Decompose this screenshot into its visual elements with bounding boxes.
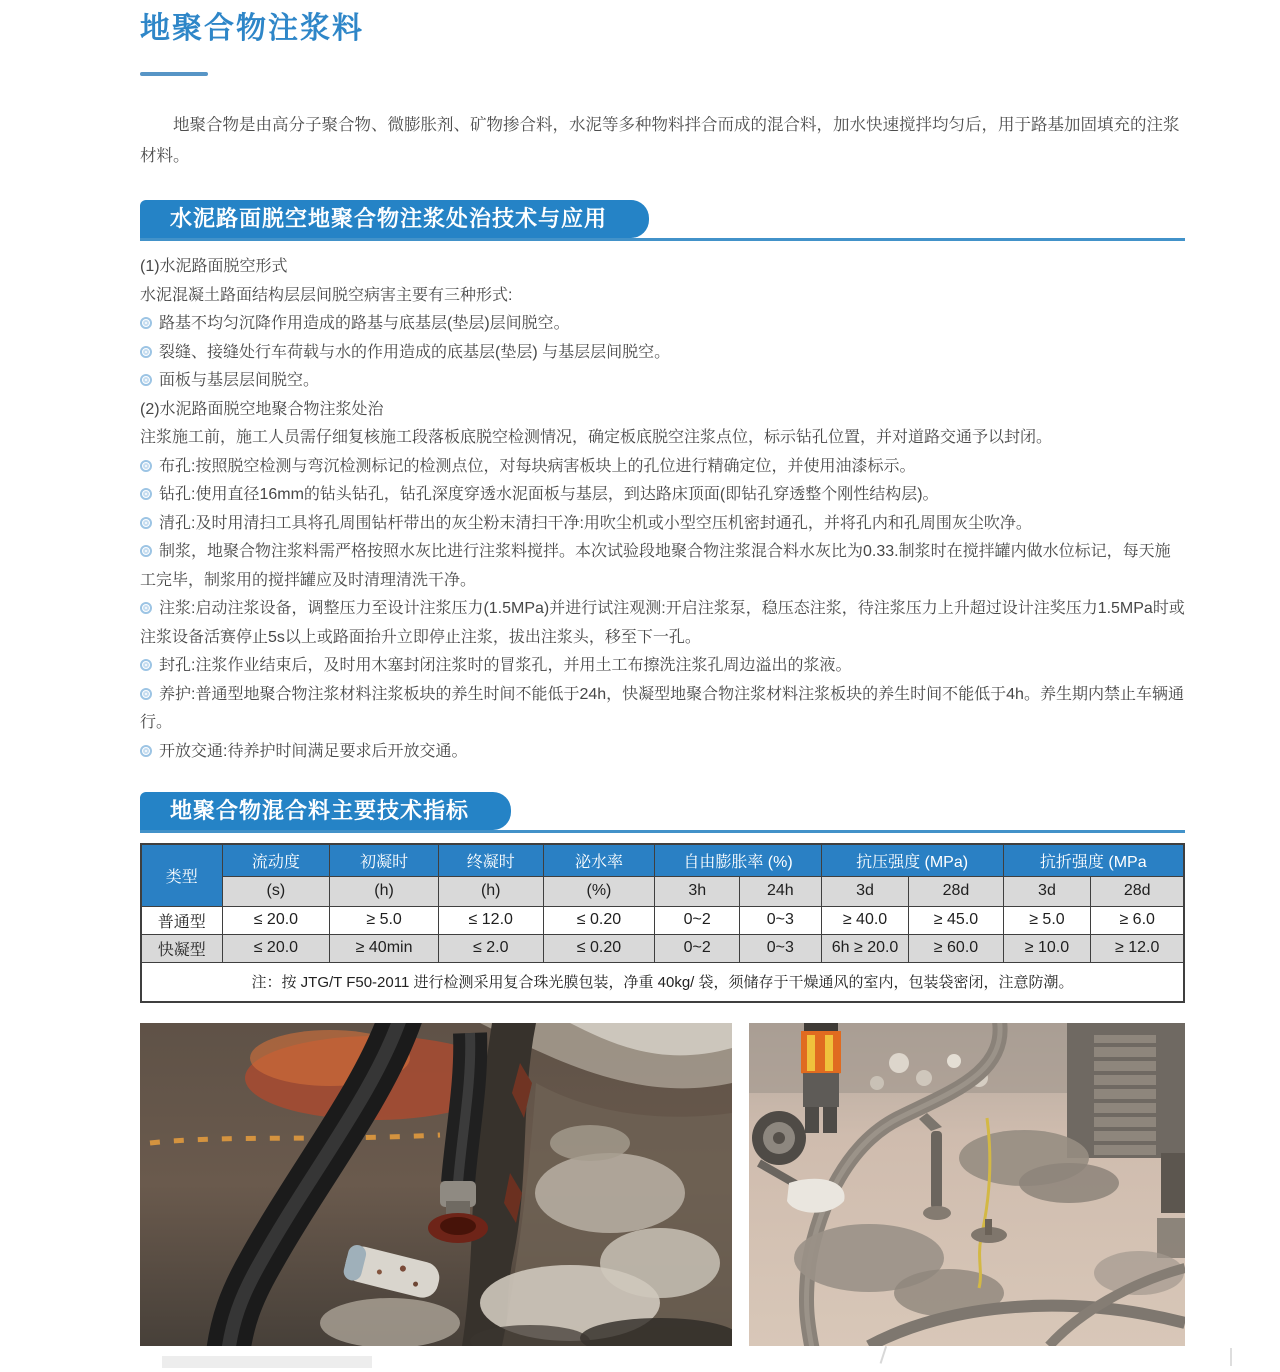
table-unit-cell: 3d (1003, 876, 1091, 906)
body-line: 布孔:按照脱空检测与弯沉检测标记的检测点位，对每块病害板块上的孔位进行精确定位，并使用油漆标示。 (140, 453, 1185, 482)
body-line: 面板与基层层间脱空。 (140, 367, 1185, 396)
table-cell: ≥ 60.0 (909, 934, 1003, 962)
section2-banner-rule (140, 792, 1185, 833)
body-line: 路基不均匀沉降作用造成的路基与底基层(垫层)层间脱空。 (140, 310, 1185, 339)
page-bottom-strip (140, 1346, 1185, 1372)
table-cell: 0~2 (655, 906, 740, 934)
bullet-ring-icon (140, 317, 152, 329)
table-cell-type: 快凝型 (141, 934, 222, 962)
table-note: 注：按 JTG/T F50-2011 进行检测采用复合珠光膜包装，净重 40kg/ 袋，须储存于干燥通风的室内，包装袋密闭，注意防潮。 (141, 962, 1184, 1002)
table-unit-cell: (h) (330, 876, 439, 906)
table-cell: ≥ 40.0 (821, 906, 909, 934)
section1-banner-rule (140, 200, 1185, 241)
table-header-cell: 抗折强度 (MPa (1003, 844, 1184, 876)
photo-grouting-hose-on-pavement (140, 1023, 732, 1346)
table-cell: ≤ 2.0 (438, 934, 543, 962)
title-underline-dash (140, 72, 208, 76)
bullet-ring-icon (140, 517, 152, 529)
table-header-cell: 自由膨胀率 (%) (655, 844, 821, 876)
bullet-ring-icon (140, 545, 152, 557)
photo-grouting-worksite (749, 1023, 1185, 1346)
section2-banner: 地聚合物混合料主要技术指标 (140, 792, 511, 830)
table-header-cell: 终凝时 (438, 844, 543, 876)
table-cell: ≤ 0.20 (543, 906, 655, 934)
body-line: 制浆，地聚合物注浆料需严格按照水灰比进行注浆料搅拌。本次试验段地聚合物注浆混合料水灰比为0.33.制浆时在搅拌罐内做水位标记，每天施工完毕，制浆用的搅拌罐应及时清理清洗干净。 (140, 543, 1171, 589)
bullet-ring-icon (140, 602, 152, 614)
table-cell: 0~3 (740, 906, 822, 934)
table-cell: ≥ 6.0 (1091, 906, 1184, 934)
photo-gallery (140, 1023, 1185, 1346)
table-row (141, 934, 1184, 962)
section1-banner: 水泥路面脱空地聚合物注浆处治技术与应用 (140, 200, 649, 238)
body-line: 清孔:及时用清扫工具将孔周围钻杆带出的灰尘粉末清扫干净:用吹尘机或小型空压机密封通孔，并将孔内和孔周围灰尘吹净。 (140, 510, 1185, 539)
bullet-ring-icon (140, 488, 152, 500)
table-header-cell: 初凝时 (330, 844, 439, 876)
table-cell: ≥ 40min (330, 934, 439, 962)
bullet-ring-icon (140, 659, 152, 671)
scan-artifact (1230, 1348, 1232, 1366)
table-unit-cell: (%) (543, 876, 655, 906)
table-cell: ≥ 5.0 (1003, 906, 1091, 934)
table-unit-cell: 3d (821, 876, 909, 906)
body-line: 开放交通:待养护时间满足要求后开放交通。 (140, 738, 1185, 767)
photo-right-illustration (749, 1023, 1185, 1346)
table-unit-cell: 28d (1091, 876, 1184, 906)
table-cell: 6h ≥ 20.0 (821, 934, 909, 962)
body-line: 封孔:注浆作业结束后，及时用木塞封闭注浆时的冒浆孔，并用土工布擦洗注浆孔周边溢出的浆液。 (140, 652, 1185, 681)
scan-artifact (162, 1356, 372, 1368)
table-cell: ≤ 20.0 (222, 934, 330, 962)
body-line: (1)水泥路面脱空形式 (140, 258, 288, 275)
table-unit-cell: (h) (438, 876, 543, 906)
table-header-cell: 泌水率 (543, 844, 655, 876)
bullet-ring-icon (140, 460, 152, 472)
bullet-ring-icon (140, 374, 152, 386)
intro-paragraph: 地聚合物是由高分子聚合物、微膨胀剂、矿物掺合料，水泥等多种物料拌合而成的混合料，加水快速搅拌均匀后，用于路基加固填充的注浆材料。 (140, 116, 1180, 165)
body-line: 裂缝、接缝处行车荷载与水的作用造成的底基层(垫层) 与基层层间脱空。 (140, 339, 1185, 368)
scan-artifact (880, 1346, 901, 1368)
table-cell: 0~2 (655, 934, 740, 962)
table-unit-cell: 3h (655, 876, 740, 906)
spec-table (140, 843, 1185, 1003)
table-cell: ≥ 5.0 (330, 906, 439, 934)
table-header-cell: 抗压强度 (MPa) (821, 844, 1003, 876)
body-line: 注浆:启动注浆设备，调整压力至设计注浆压力(1.5MPa)并进行试注观测:开启注浆泵，稳压态注浆，待注浆压力上升超过设计注奖压力1.5MPa时或注浆设备活赛停止5s以上或路面抬升立即停止注浆，拔出注浆头，移至下一孔。 (140, 600, 1185, 646)
table-cell: ≤ 20.0 (222, 906, 330, 934)
table-header-type: 类型 (141, 844, 222, 906)
table-unit-cell: (s) (222, 876, 330, 906)
body-line: 水泥混凝土路面结构层层间脱空病害主要有三种形式: (140, 286, 513, 304)
body-line: 养护:普通型地聚合物注浆材料注浆板块的养生时间不能低于24h，快凝型地聚合物注浆材料注浆板块的养生时间不能低于4h。养生期内禁止车辆通行。 (140, 685, 1184, 731)
body-line: 注浆施工前，施工人员需仔细复核施工段落板底脱空检测情况，确定板底脱空注浆点位，标示钻孔位置，并对道路交通予以封闭。 (140, 429, 1053, 446)
bullet-ring-icon (140, 346, 152, 358)
table-unit-cell: 24h (740, 876, 822, 906)
page-title: 地聚合物注浆料 (140, 12, 364, 45)
table-row (141, 906, 1184, 934)
table-note-row (141, 962, 1184, 1002)
section1-body (140, 253, 1185, 766)
table-cell: ≥ 12.0 (1091, 934, 1184, 962)
table-unit-cell: 28d (909, 876, 1003, 906)
bullet-ring-icon (140, 745, 152, 757)
table-cell: ≤ 0.20 (543, 934, 655, 962)
table-cell: 0~3 (740, 934, 822, 962)
table-cell: ≤ 12.0 (438, 906, 543, 934)
bullet-ring-icon (140, 688, 152, 700)
photo-left-illustration (140, 1023, 732, 1346)
table-cell: ≥ 10.0 (1003, 934, 1091, 962)
table-cell: ≥ 45.0 (909, 906, 1003, 934)
table-header-cell: 流动度 (222, 844, 330, 876)
body-line: 钻孔:使用直径16mm的钻头钻孔，钻孔深度穿透水泥面板与基层，到达路床顶面(即钻孔穿透整个刚性结构层)。 (140, 481, 1185, 510)
body-line: (2)水泥路面脱空地聚合物注浆处治 (140, 400, 384, 418)
table-cell-type: 普通型 (141, 906, 222, 934)
